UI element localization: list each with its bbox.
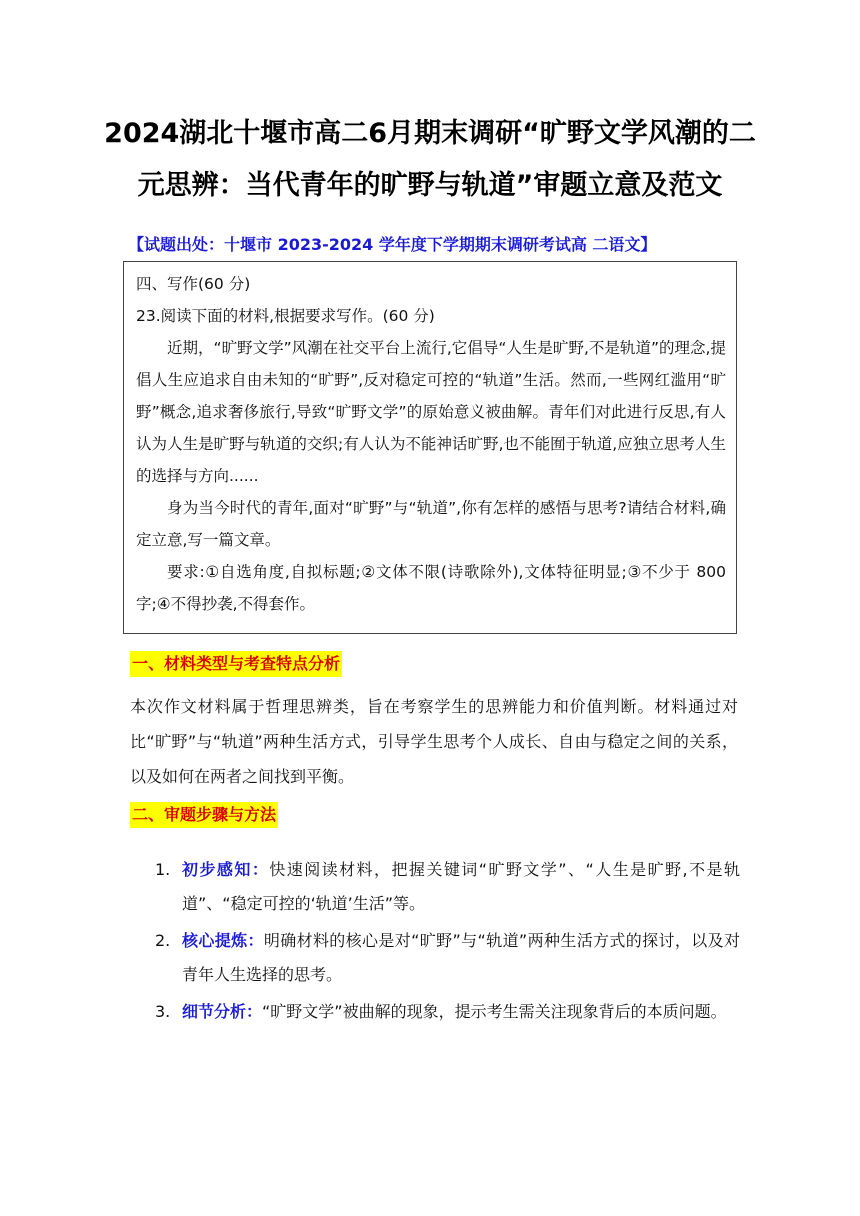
step-text: “旷野文学”被曲解的现象，提示考生需关注现象背后的本质问题。 <box>262 1002 727 1021</box>
section1-heading: 一、材料类型与考查特点分析 <box>130 651 342 677</box>
question-prompt: 身为当今时代的青年,面对“旷野”与“轨道”,你有怎样的感悟与思考?请结合材料,确定立意,写一篇文章。 <box>136 499 726 549</box>
question-material: 近期，“旷野文学”风潮在社交平台上流行,它倡导“人生是旷野,不是轨道”的理念,提倡人生应追求自由未知的“旷野”,反对稳定可控的“轨道”生活。然而,一些网红滥用“旷野”概念,追求奢侈旅行,导致“旷野文学”的原始意义被曲解。青年们对此进行反思,有人认为人生是旷野与轨道的交织;有人认为不能神话旷野,也不能囿于轨道,应独立思考人生的选择与方向...... <box>136 339 726 485</box>
step-item <box>130 924 740 992</box>
step-key: 细节分析： <box>182 1002 263 1021</box>
step-text: 明确材料的核心是对“旷野”与“轨道”两种生活方式的探讨，以及对青年人生选择的思考。 <box>182 931 740 984</box>
step-item <box>130 995 740 1029</box>
step-number: 2. <box>155 931 171 950</box>
step-number: 3. <box>155 1002 171 1021</box>
step-list <box>130 853 740 1032</box>
question-item: 23.阅读下面的材料,根据要求写作。(60 分) <box>136 307 435 325</box>
document-title: 2024湖北十堰市高二6月期末调研“旷野文学风潮的二元思辨：当代青年的旷野与轨道”审题立意及范文 <box>104 118 756 201</box>
step-key: 初步感知： <box>182 860 270 879</box>
section1-body: 本次作文材料属于哲理思辨类，旨在考察学生的思辨能力和价值判断。材料通过对比“旷野”与“轨道”两种生活方式，引导学生思考个人成长、自由与稳定之间的关系，以及如何在两者之间找到平衡。 <box>130 697 738 786</box>
section2-heading: 二、审题步骤与方法 <box>130 802 278 828</box>
question-source: 【试题出处：十堰市 2023-2024 学年度下学期期末调研考试高 二语文】 <box>128 235 657 254</box>
question-box <box>123 261 737 634</box>
question-requirements: 要求:①自选角度,自拟标题;②文体不限(诗歌除外),文体特征明显;③不少于 800 字;④不得抄袭,不得套作。 <box>136 563 726 613</box>
step-item <box>130 853 740 921</box>
question-section: 四、写作(60 分) <box>136 275 251 293</box>
step-number: 1. <box>155 860 171 879</box>
step-text: 快速阅读材料，把握关键词“旷野文学”、“人生是旷野,不是轨道”、“稳定可控的‘轨道’生活”等。 <box>182 860 740 913</box>
step-key: 核心提炼： <box>182 931 264 950</box>
